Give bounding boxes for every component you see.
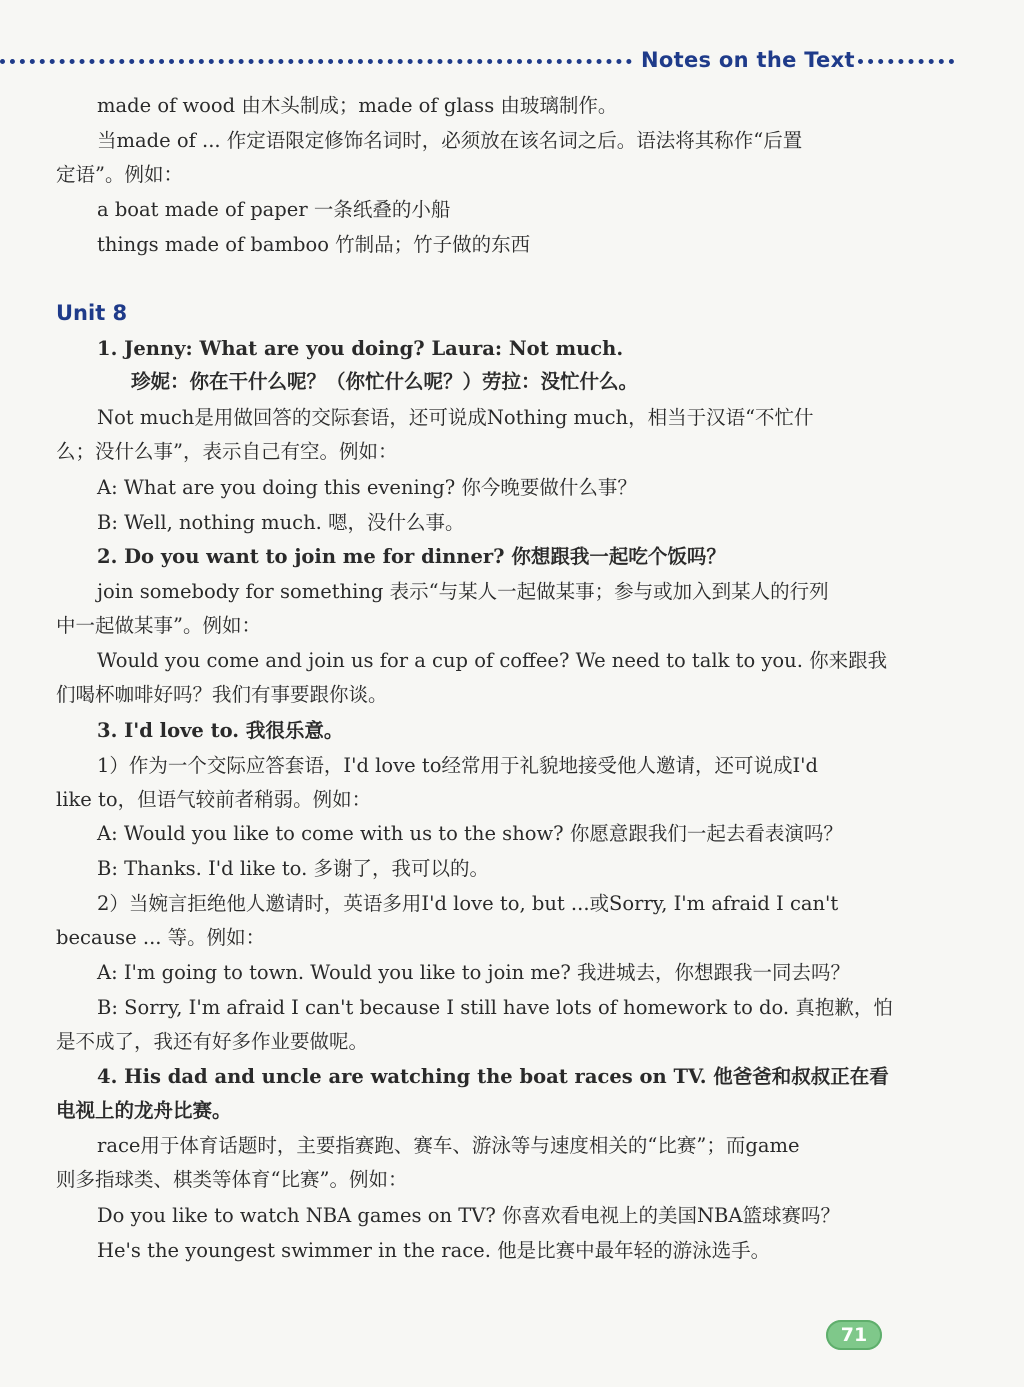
- example-line: B: Well, nothing much. 嗯，没什么事。: [97, 511, 465, 534]
- example-line: A: Would you like to come with us to the show? 你愿意跟我们一起去看表演吗？: [97, 822, 843, 845]
- example-line: 是不成了，我还有好多作业要做呢。: [56, 1030, 369, 1053]
- text-line: because ... 等。例如：: [56, 926, 266, 949]
- example-line: A: I'm going to town. Would you like to join me? 我进城去，你想跟我一同去吗？: [97, 961, 851, 984]
- page-number: 71: [840, 1324, 868, 1346]
- example-line: Do you like to watch NBA games on TV? 你喜欢看电视上的美国NBA篮球赛吗？: [97, 1204, 840, 1227]
- note-heading-4: 4. His dad and uncle are watching the boat races on TV. 他爸爸和叔叔正在看: [97, 1065, 889, 1088]
- note-heading-2: 2. Do you want to join me for dinner? 你想跟我一起吃个饭吗？: [97, 545, 726, 568]
- text-line: 定语”。例如：: [56, 163, 183, 186]
- example-line: He's the youngest swimmer in the race. 他是比赛中最年轻的游泳选手。: [97, 1239, 771, 1262]
- text-line: 2）当婉言拒绝他人邀请时，英语多用I'd love to, but ...或Sorry, I'm afraid I can't: [97, 892, 839, 915]
- text-line: 则多指球类、棋类等体育“比赛”。例如：: [56, 1168, 408, 1191]
- note-heading-4-translation: 电视上的龙舟比赛。: [56, 1099, 232, 1122]
- example-line: A: What are you doing this evening? 你今晚要做什么事？: [97, 476, 637, 499]
- text-line: Not much是用做回答的交际套语，还可说成Nothing much，相当于汉语“不忙什: [97, 406, 814, 429]
- text-line: race用于体育话题时，主要指赛跑、赛车、游泳等与速度相关的“比赛”；而game: [97, 1134, 800, 1157]
- example-line: B: Thanks. I'd like to. 多谢了，我可以的。: [97, 857, 489, 880]
- header-title: Notes on the Text: [641, 48, 855, 72]
- unit-heading: Unit 8: [56, 301, 128, 325]
- header-dotted-rule-right: [858, 59, 954, 64]
- example-line: things made of bamboo 竹制品；竹子做的东西: [97, 233, 531, 256]
- example-line: a boat made of paper 一条纸叠的小船: [97, 198, 451, 221]
- example-line: Would you come and join us for a cup of coffee? We need to talk to you. 你来跟我: [97, 649, 888, 672]
- page-number-badge: [826, 1320, 882, 1350]
- text-line: 么；没什么事”，表示自己有空。例如：: [56, 440, 398, 463]
- text-line: 1）作为一个交际应答套语，I'd love to经常用于礼貌地接受他人邀请，还可说成I'd: [97, 754, 819, 777]
- example-line: 们喝杯咖啡好吗？我们有事要跟你谈。: [56, 683, 388, 706]
- note-heading-1: 1. Jenny: What are you doing? Laura: Not much.: [97, 337, 624, 360]
- note-heading-3: 3. I'd love to. 我很乐意。: [97, 719, 344, 742]
- example-line: B: Sorry, I'm afraid I can't because I still have lots of homework to do. 真抱歉，怕: [97, 996, 893, 1019]
- note-heading-1-translation: 珍妮：你在干什么呢？（你忙什么呢？）劳拉：没忙什么。: [131, 370, 639, 393]
- text-line: join somebody for something 表示“与某人一起做某事；参与或加入到某人的行列: [97, 580, 829, 603]
- text-line: like to，但语气较前者稍弱。例如：: [56, 788, 372, 811]
- text-line: 中一起做某事”。例如：: [56, 614, 261, 637]
- text-line: 当made of ... 作定语限定修饰名词时，必须放在该名词之后。语法将其称作“后置: [97, 129, 803, 152]
- text-line: made of wood 由木头制成；made of glass 由玻璃制作。: [97, 94, 618, 117]
- running-header: [0, 44, 960, 76]
- header-dotted-rule-left: [0, 59, 632, 64]
